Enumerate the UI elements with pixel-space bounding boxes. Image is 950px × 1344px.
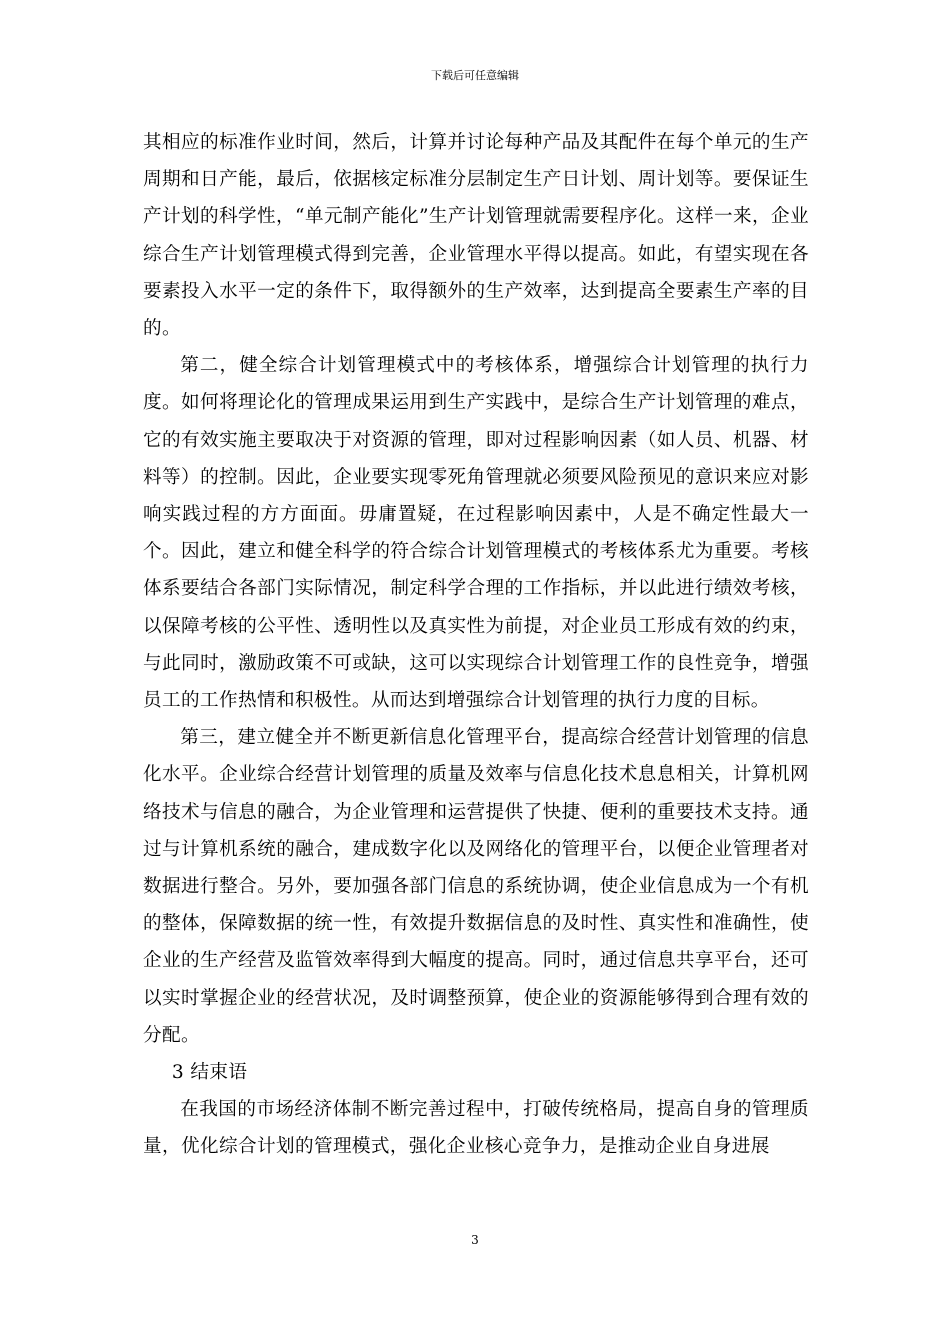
page-header: 下载后可任意编辑 [431,69,519,82]
document-body [143,124,809,1166]
section-heading: 3 结束语 [171,1062,248,1084]
paragraph: 第二，健全综合计划管理模式中的考核体系，增强综合计划管理的执行力度。如何将理论化的管理成果运用到生产实践中，是综合生产计划管理的难点，它的有效实施主要取决于对资源的管理，即对过程影响因素（如人员、机器、材料等）的控制。因此，企业要实现零死角管理就必须要风险预见的意识来应对影响实践过程的方方面面。毋庸置疑，在过程影响因素中，人是不确定性最大一个。因此，建立和健全科学的符合综合计划管理模式的考核体系尤为重要。考核体系要结合各部门实际情况，制定科学合理的工作指标，并以此进行绩效考核，以保障考核的公平性、透明性以及真实性为前提，对企业员工形成有效的约束，与此同时，激励政策不可或缺，这可以实现综合计划管理工作的良性竞争，增强员工的工作热情和积极性。从而达到增强综合计划管理的执行力度的目标。 [143,355,809,712]
paragraph: 第三，建立健全并不断更新信息化管理平台，提高综合经营计划管理的信息化水平。企业综合经营计划管理的质量及效率与信息化技术息息相关，计算机网络技术与信息的融合，为企业管理和运营提供了快捷、便利的重要技术支持。通过与计算机系统的融合，建成数字化以及网络化的管理平台，以便企业管理者对数据进行整合。另外，要加强各部门信息的系统协调，使企业信息成为一个有机的整体，保障数据的统一性，有效提升数据信息的及时性、真实性和准确性，使企业的生产经营及监管效率得到大幅度的提高。同时，通过信息共享平台，还可以实时掌握企业的经营状况，及时调整预算，使企业的资源能够得到合理有效的分配。 [143,727,809,1046]
page-number: 3 [471,1233,479,1247]
paragraph: 在我国的市场经济体制不断完善过程中，打破传统格局，提高自身的管理质量，优化综合计划的管理模式，强化企业核心竞争力，是推动企业自身进展 [143,1099,809,1158]
paragraph: 其相应的标准作业时间，然后，计算并讨论每种产品及其配件在每个单元的生产周期和日产能，最后，依据核定标准分层制定生产日计划、周计划等。要保证生产计划的科学性，“单元制产能化”生产计划管理就需要程序化。这样一来，企业综合生产计划管理模式得到完善，企业管理水平得以提高。如此，有望实现在各要素投入水平一定的条件下，取得额外的生产效率，达到提高全要素生产率的目的。 [143,132,809,340]
